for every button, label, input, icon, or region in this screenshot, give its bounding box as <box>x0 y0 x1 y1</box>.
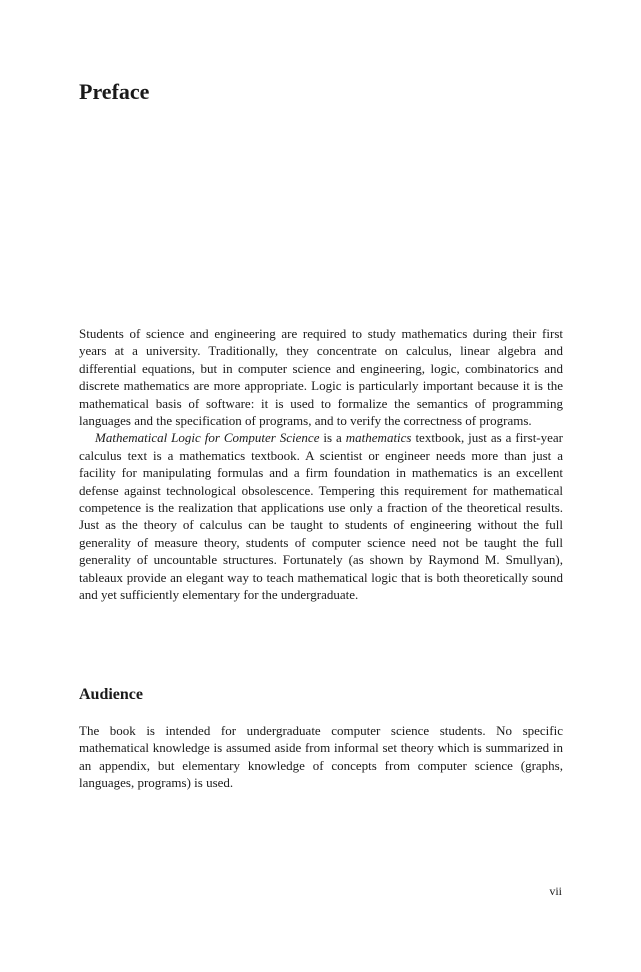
intro-paragraph-2 <box>79 429 563 603</box>
chapter-title: Preface <box>79 79 150 104</box>
page-number: vii <box>549 884 562 898</box>
mathematics-emphasis: mathematics <box>345 430 412 446</box>
book-title-italic: Mathematical Logic for Computer Science <box>95 430 320 446</box>
intro-paragraph-1: Students of science and engineering are required to study mathematics during their first years at a university. Traditionally, they concentrate on calculus, linear algebra and differential equations, but in computer science and engineering, logic, combinatorics and discrete mathematics are more appropriate. Logic is particularly important because it is the mathematical basis of software: it is used to formalize the semantics of programming languages and the specification of programs, and to verify the correctness of programs. <box>79 326 563 429</box>
section-heading-audience: Audience <box>79 686 143 703</box>
intro-section <box>79 325 563 604</box>
intro-paragraph-2-text-b: textbook, just as a first-year calculus text is a mathematics textbook. A scientist or engineer needs more than just a facility for manipulating formulas and a firm foundation in mathematics is an excellent defense against technological obsolescence. Tempering this requirement for mathematical competence is the realization that applications use only a fraction of the theoretical results. Just as the theory of calculus can be taught to students of engineering without the full generality of measure theory, students of computer science need not be taught the full generality of uncountable structures. Fortunately (as shown by Raymond M. Smullyan), tableaux provide an elegant way to teach mathematical logic that is both theoretically sound and yet sufficiently elementary for the undergraduate. <box>79 430 564 603</box>
audience-paragraph: The book is intended for undergraduate computer science students. No specific mathematical knowledge is assumed aside from informal set theory which is summarized in an appendix, but elementary knowledge of concepts from computer science (graphs, languages, programs) is used. <box>79 723 563 791</box>
intro-paragraph-2-text-a: is a <box>319 430 346 446</box>
audience-section <box>79 722 563 792</box>
